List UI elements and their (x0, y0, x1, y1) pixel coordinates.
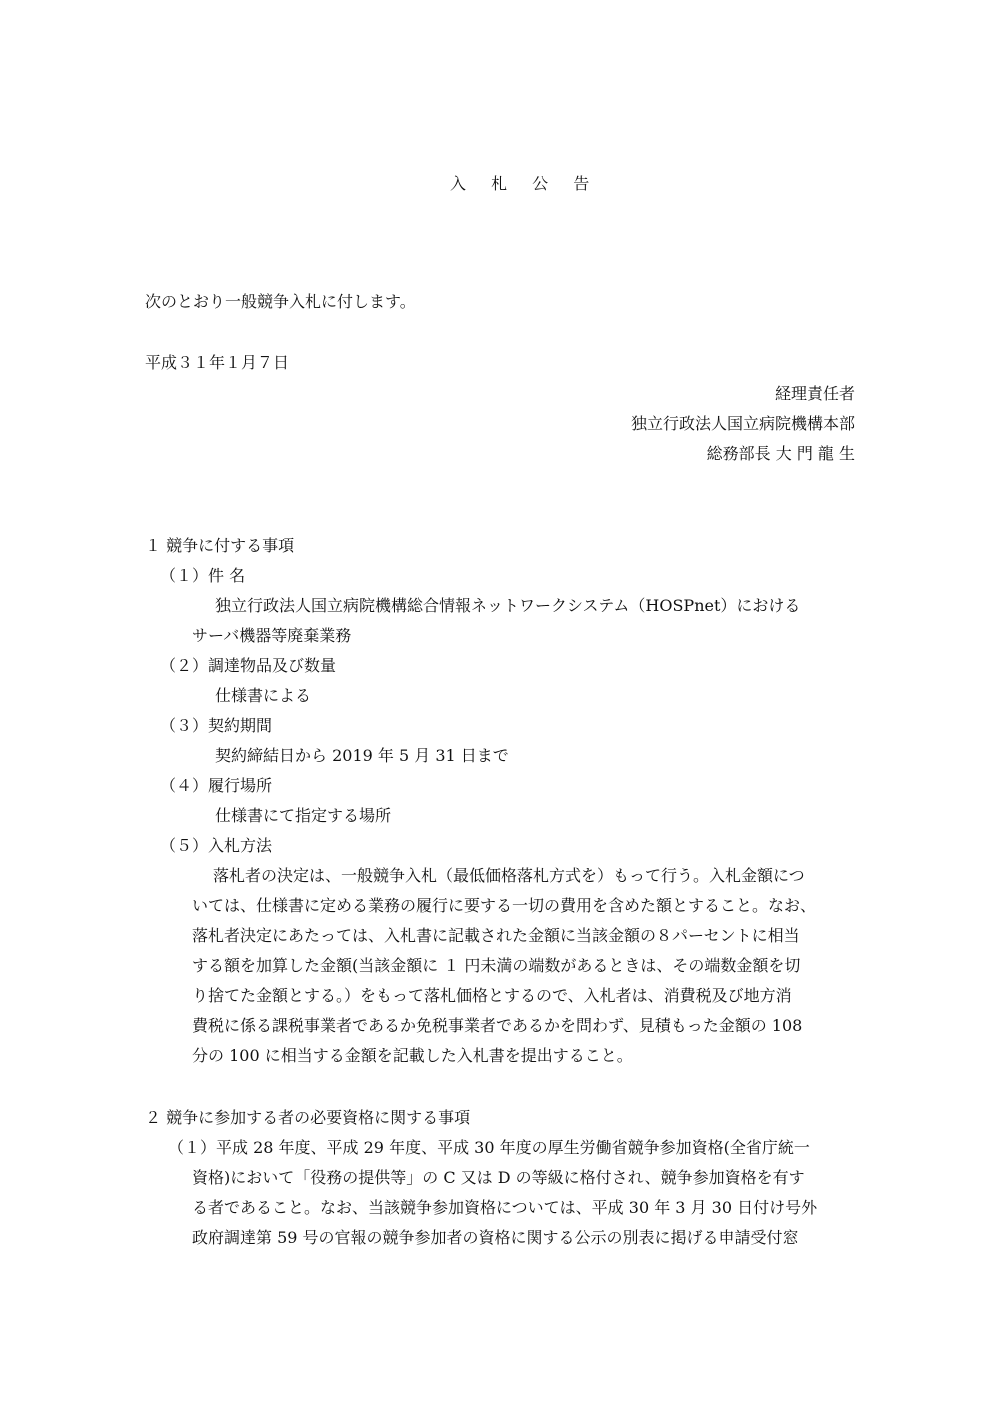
section-2-item-1-text: 政府調達第 59 号の官報の競争参加者の資格に関する公示の別表に掲げる申請受付窓 (192, 1228, 799, 1247)
notice-date: 平成３１年１月７日 (145, 353, 290, 372)
document-title: 入 札 公 告 (450, 174, 600, 193)
section-1-item-2-text: 仕様書による (215, 686, 312, 705)
section-2-item-1-text: （１）平成 28 年度、平成 29 年度、平成 30 年度の厚生労働省競争参加資格(全省庁統一 (168, 1138, 810, 1157)
issuer-name: 総務部長 大 門 龍 生 (706, 444, 855, 463)
section-1-item-5-text: り捨てた金額とする。）をもって落札価格とするので、入札者は、消費税及び地方消 (192, 986, 792, 1005)
section-2-item-1-text: る者であること。なお、当該競争参加資格については、平成 30 年 3 月 30 日付け号外 (192, 1198, 818, 1217)
section-1-item-1-label: （１）件 名 (160, 566, 246, 585)
section-1-item-5-label: （５）入札方法 (160, 836, 273, 855)
section-1-item-3-text: 契約締結日から 2019 年 5 月 31 日まで (215, 746, 509, 765)
section-1-item-4-label: （４）履行場所 (160, 776, 273, 795)
section-2-heading: ２ 競争に参加する者の必要資格に関する事項 (145, 1108, 471, 1127)
section-1-item-5-text: いては、仕様書に定める業務の履行に要する一切の費用を含めた額とすること。なお、 (192, 896, 817, 915)
section-1-item-5-text: する額を加算した金額(当該金額に １ 円未満の端数があるときは、その端数金額を切 (192, 956, 801, 975)
section-1-item-5-text: 分の 100 に相当する金額を記載した入札書を提出すること。 (192, 1046, 633, 1065)
section-1-item-2-label: （２）調達物品及び数量 (160, 656, 337, 675)
section-1-item-5-text: 費税に係る課税事業者であるか免税事業者であるかを問わず、見積もった金額の 108 (192, 1016, 803, 1035)
issuer-organization: 独立行政法人国立病院機構本部 (630, 414, 855, 433)
section-1-item-1-text: 独立行政法人国立病院機構総合情報ネットワークシステム（HOSPnet）における (215, 596, 801, 615)
section-1-item-5-text: 落札者の決定は、一般競争入札（最低価格落札方式を）もって行う。入札金額につ (213, 866, 805, 885)
section-1-item-5-text: 落札者決定にあたっては、入札書に記載された金額に当該金額の８パーセントに相当 (192, 926, 800, 945)
intro-text: 次のとおり一般競争入札に付します。 (145, 292, 416, 311)
section-1-heading: １ 競争に付する事項 (145, 536, 295, 555)
section-2-item-1-text: 資格)において「役務の提供等」の C 又は D の等級に格付され、競争参加資格を有す (192, 1168, 805, 1187)
section-1-item-1-text: サーバ機器等廃棄業務 (192, 626, 352, 645)
issuer-role: 経理責任者 (774, 384, 855, 403)
section-1-item-3-label: （３）契約期間 (160, 716, 273, 735)
section-1-item-4-text: 仕様書にて指定する場所 (215, 806, 392, 825)
